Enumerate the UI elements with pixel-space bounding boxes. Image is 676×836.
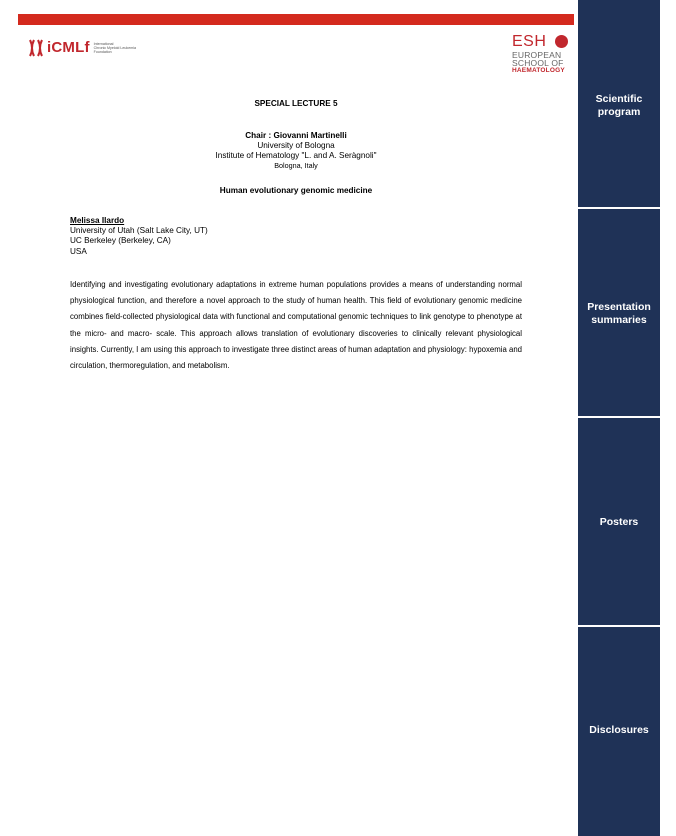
- sidebar-item-posters[interactable]: [578, 418, 660, 625]
- speaker-affiliation: USA: [70, 246, 87, 256]
- sidebar-item-label: Disclosures: [589, 724, 649, 736]
- chair-affiliation-line: Institute of Hematology "L. and A. Seràgnoli": [215, 151, 377, 160]
- speaker-block: [70, 216, 208, 257]
- esh-dot-icon: [555, 35, 568, 48]
- icmlf-logo: [28, 38, 152, 58]
- speaker-name: Melissa Ilardo: [70, 216, 125, 225]
- esh-logo: [512, 34, 570, 76]
- esh-line: EUROPEAN: [512, 50, 562, 60]
- sidebar-item-label: Scientific: [595, 93, 643, 105]
- esh-line: SCHOOL OF: [512, 58, 564, 68]
- sidebar-item-disclosures[interactable]: [578, 627, 660, 836]
- speaker-affiliation: UC Berkeley (Berkeley, CA): [70, 236, 171, 246]
- chair-affiliation: [70, 141, 522, 171]
- icmlf-subtitle: [94, 42, 152, 55]
- chair-affiliation-line: University of Bologna: [257, 141, 335, 150]
- esh-wordmark: ESH: [512, 33, 547, 50]
- sidebar-item-label: Presentation: [587, 301, 651, 313]
- icmlf-sub-line: Foundation: [93, 50, 112, 55]
- sidebar-item-scientific-program[interactable]: [578, 0, 660, 207]
- speaker-affiliation: University of Utah (Salt Lake City, UT): [70, 226, 208, 236]
- sidebar-item-label: summaries: [591, 313, 647, 326]
- lecture-title: Human evolutionary genomic medicine: [219, 186, 373, 195]
- chair-name: Chair : Giovanni Martinelli: [245, 131, 347, 140]
- sidebar-item-label: program: [597, 105, 641, 118]
- chromosome-icon: [28, 39, 44, 57]
- sidebar-item-presentation-summaries[interactable]: [578, 209, 660, 416]
- esh-line: HAEMATOLOGY: [512, 67, 565, 74]
- sidebar-item-label: Posters: [599, 516, 639, 528]
- header-red-bar: [18, 14, 574, 25]
- chair-affiliation-line: Bologna, Italy: [274, 161, 318, 170]
- icmlf-sub-line: International: [93, 41, 114, 46]
- icmlf-wordmark: iCMLf: [47, 39, 90, 56]
- page-title: SPECIAL LECTURE 5: [254, 99, 338, 108]
- icmlf-sub-line: Chronic Myeloid Leukemia: [93, 45, 137, 50]
- abstract-text: Identifying and investigating evolutionary adaptations in extreme human populations provides a means of understanding normal physiological function, and therefore a novel approach to the study of human health. This field of evolutionary genomic medicine combines field-collected physiological data with functional and computational genomic techniques to link genotype to phenotype at the micro- and macro- scale. This approach allows translation of evolutionary discoveries to clinically relevant physiological insights. Currently, I am using this approach to investigate three distinct areas of human adaptation and physiology: hypoxemia and circulation, thermoregulation, and metabolism.: [70, 280, 522, 371]
- sidebar-nav: [578, 0, 676, 836]
